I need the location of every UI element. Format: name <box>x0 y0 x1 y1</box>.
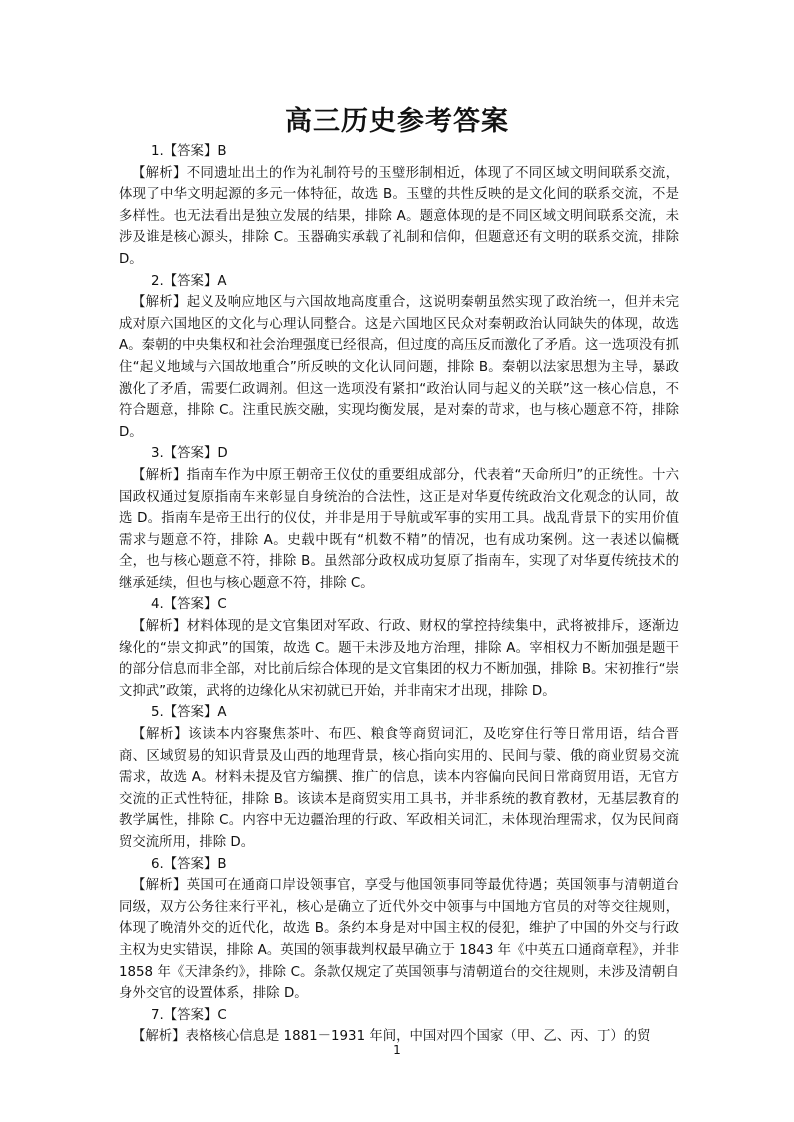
page-number: 1 <box>393 1043 401 1057</box>
analysis-paragraph: 【解析】该读本内容聚焦茶叶、布匹、粮食等商贸词汇，及吃穿住行等日常用语，结合晋商、区域贸易的知识背景及山西的地理背景，核心指向实用的、民间与蒙、俄的商业贸易交流需求，故选 A。材料未提及官方编撰、推广的信息，读本内容偏向民间日常商贸用语，无官方交流的正式性特征，排除 B。该读本是商贸实用工具书，并非系统的教育教材，无基层教育的教学属性，排除 C。内容中无边疆治理的行政、军政相关词汇，未体现治理需求，仅为民间商贸交流所用，排除 D。 <box>119 727 679 850</box>
analysis-paragraph: 【解析】指南车作为中原王朝帝王仪仗的重要组成部分，代表着“天命所归”的正统性。十六国政权通过复原指南车来彰显自身统治的合法性，这正是对华夏传统政治文化观念的认同，故选 D。指南车是帝王出行的仪仗，并非是用于导航或军事的实用工具。战乱背景下的实用价值需求与题意不符，排除 A。史载中既有“机数不精”的情况，也有成功案例。这一表述以偏概全，也与核心题意不符，排除 B。虽然部分政权成功复原了指南车，实现了对华夏传统技术的继承延续，但也与核心题意不符，排除 C。 <box>119 467 679 591</box>
analysis-paragraph: 【解析】表格核心信息是 1881－1931 年间，中国对四个国家（甲、乙、丙、丁）的贸 <box>132 1029 651 1045</box>
answer-line: 4.【答案】C <box>151 597 227 613</box>
answer-line: 6.【答案】B <box>151 856 227 872</box>
analysis-paragraph: 【解析】不同遗址出土的作为礼制符号的玉璧形制相近，体现了不同区域文明间联系交流，体现了中华文明起源的多元一体特征，故选 B。玉璧的共性反映的是文化间的联系交流，不是多样性。也无法看出是独立发展的结果，排除 A。题意体现的是不同区域文明间联系交流，未涉及谁是核心源头，排除 C。玉器确实承载了礼制和信仰，但题意还有文明的联系交流，排除 D。 <box>119 165 679 267</box>
analysis-paragraph: 【解析】起义及响应地区与六国故地高度重合，这说明秦朝虽然实现了政治统一，但并未完成对原六国地区的文化与心理认同整合。这是六国地区民众对秦朝政治认同缺失的体现，故选 A。秦朝的中央集权和社会治理强度已经很高，但过度的高压反而激化了矛盾。这一选项没有抓住“起义地域与六国故地重合”所反映的文化认同问题，排除 B。秦朝以法家思想为主导，暴政激化了矛盾，需要仁政调剂。但这一选项没有紧扣“政治认同与起义的关联”这一核心信息，不符合题意，排除 C。注重民族交融，实现均衡发展，是对秦的苛求，也与核心题意不符，排除 D。 <box>119 295 679 440</box>
answer-list <box>119 141 679 1048</box>
analysis-paragraph: 【解析】英国可在通商口岸设领事官，享受与他国领事同等最优待遇；英国领事与清朝道台同级，双方公务往来行平礼，核心是确立了近代外交中领事与中国地方官员的对等交往规则，体现了晚清外交的近代化，故选 B。条约本身是对中国主权的侵犯，维护了中国的外交与行政主权为史实错误，排除 A。英国的领事裁判权最早确立于 1843 年《中英五口通商章程》，并非 1858 年《天津条约》，排除 C。条款仅规定了英国领事与清朝道台的交往规则，未涉及清朝自身外交官的设置体系，排除 D。 <box>119 878 679 1002</box>
answer-line: 7.【答案】C <box>151 1007 227 1023</box>
answer-line: 1.【答案】B <box>151 144 227 159</box>
analysis-paragraph: 【解析】材料体现的是文官集团对军政、行政、财权的掌控持续集中，武将被排斥，逐渐边缘化的“崇文抑武”的国策，故选 C。题干未涉及地方治理，排除 A。宰相权力不断加强是题干的部分信息而非全部，对比前后综合体现的是文官集团的权力不断加强，排除 B。宋初推行“崇文抑武”政策，武将的边缘化从宋初就已开始，并非南宋才出现，排除 D。 <box>119 619 679 699</box>
answer-line: 5.【答案】A <box>151 705 227 721</box>
page-title: 高三历史参考答案 <box>285 106 509 137</box>
answer-line: 3.【答案】D <box>151 446 228 462</box>
answer-line: 2.【答案】A <box>151 273 227 289</box>
